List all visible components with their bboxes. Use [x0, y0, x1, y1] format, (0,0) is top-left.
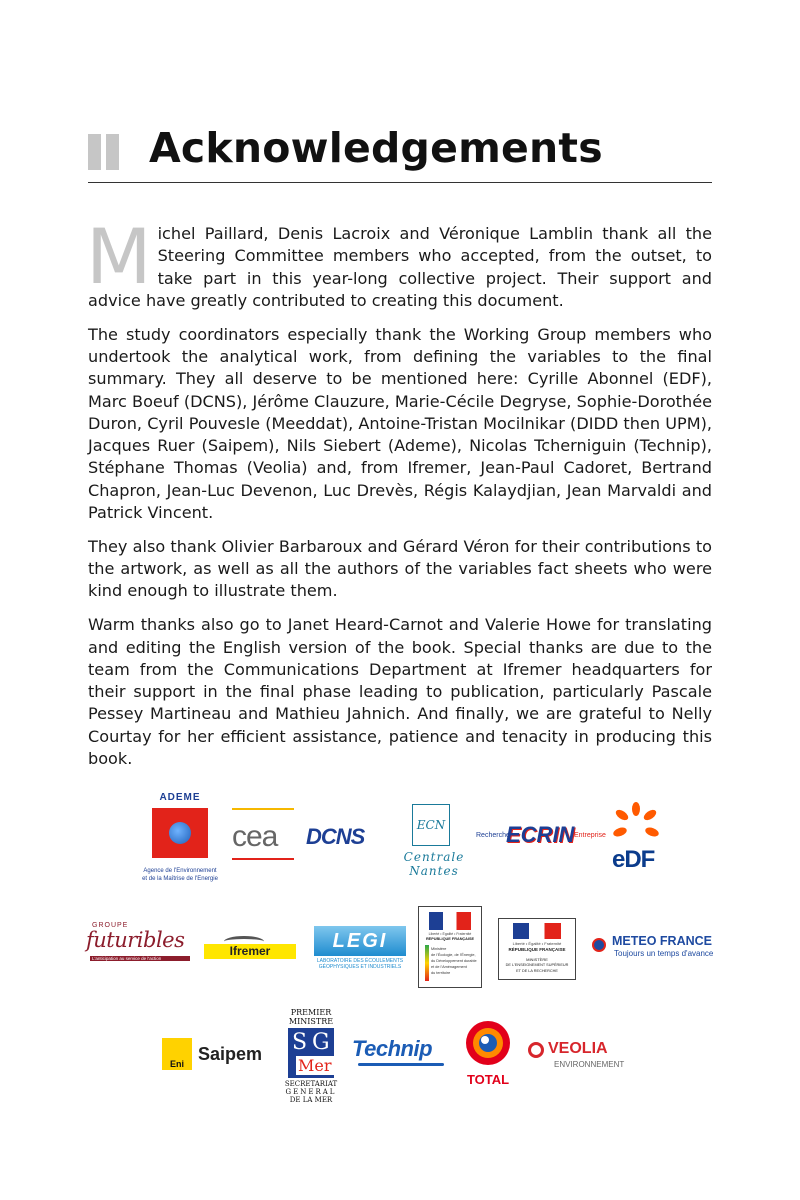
- paragraph-4: Warm thanks also go to Janet Heard-Carnot and Valerie Howe for translating and editing the English version of the book. Special thanks are due to the team from the Communications Department at Ifremer headquarters for their support in the final phase leading to publication, particularly Pascale Pessey Martineau and Mathieu Jahnich. And finally, we are grateful to Nelly Courtay for her efficient assistance, patience and tenacity in producing this book.: [88, 615, 712, 769]
- veolia-sub: ENVIRONNEMENT: [554, 1060, 625, 1069]
- cea-top-bar: [232, 808, 294, 810]
- ifremer-name: Ifremer: [204, 944, 296, 959]
- meeddat-logo: [418, 906, 482, 988]
- sgmer-top-1: PREMIER: [290, 1008, 332, 1017]
- eni-mark: [162, 1038, 192, 1070]
- technip-logo: [352, 1036, 448, 1068]
- sgmer-bottom-3: DE LA MER: [289, 1096, 333, 1104]
- centrale-mark: [412, 804, 450, 846]
- ademe-caption-1: Agence de l'Environnement: [143, 868, 217, 874]
- ecrin-left-label: Recherche: [476, 832, 510, 839]
- meeddat-line-5: du territoire: [431, 971, 451, 975]
- sgmer-g: G: [312, 1030, 330, 1055]
- futuribles-tagline: L'anticipation au service de l'action: [90, 956, 190, 961]
- sgmer-logo: [282, 1008, 340, 1108]
- centrale-line-2: Nantes: [409, 864, 459, 878]
- marianne-flag-icon: [429, 912, 471, 930]
- futuribles-top: GROUPE: [92, 922, 129, 929]
- total-logo: [460, 1018, 516, 1090]
- meeddat-line-3: du Développement durable: [431, 959, 477, 963]
- acknowledgements-body: [86, 212, 712, 782]
- legi-caption-1: LABORATOIRE DES ÉCOULEMENTS: [316, 958, 404, 964]
- dcns-logo: [306, 825, 390, 849]
- ademe-red-square: [152, 808, 208, 858]
- mesr-republic: RÉPUBLIQUE FRANÇAISE: [508, 947, 566, 952]
- cea-name: cea: [232, 820, 278, 853]
- ecrin-logo: [476, 820, 606, 854]
- meteo-france-tagline: Toujours un temps d'avance: [614, 949, 714, 958]
- meeddat-line-1: Ministère: [431, 947, 447, 951]
- meeddat-republic: RÉPUBLIQUE FRANÇAISE: [425, 937, 475, 941]
- total-sphere-icon: [463, 1018, 513, 1068]
- meteo-france-logo: [592, 934, 714, 962]
- paragraph-2: The study coordinators especially thank the Working Group members who undertook the analytical work, from defining the variables to the final summary. They all deserve to be mentioned here: Cyrille Abonnel (EDF), Marc Boeuf (DCNS), Jérôme Clauzure, Marie-Cécile Degryse, Sophie-Dorothée Duron, Cyril Pouvesle (Meeddat), Antoine-Tristan Mocilnikar (DIDD then UPM), Jacques Ruer (Saipem), Nils Siebert (Ademe), Nicolas Tcherniguin (Technip), Stéphane Thomas (Veolia) and, from Ifremer, Jean-Paul Cadoret, Bertrand Chapron, Jean-Luc Devenon, Luc Drevès, Régis Kalaydjian, Jean Marvaldi and Patrick Vincent.: [88, 324, 712, 523]
- legi-mark: [314, 926, 406, 956]
- centrale-nantes-logo: [398, 804, 470, 880]
- futuribles-name: futuribles: [86, 928, 185, 952]
- legi-caption-2: GÉOPHYSIQUES ET INDUSTRIELS: [318, 964, 402, 970]
- ademe-name: ADEME: [159, 792, 201, 803]
- futuribles-logo: [86, 922, 188, 968]
- cea-bottom-bar: [232, 858, 294, 860]
- saipem-logo: [162, 1038, 272, 1072]
- technip-name: Technip: [352, 1036, 433, 1061]
- centrale-mark-text: ECN: [416, 818, 446, 832]
- total-name: TOTAL: [466, 1072, 510, 1087]
- saipem-name: Saipem: [198, 1044, 263, 1064]
- ecrin-name: ECRIN: [506, 822, 575, 847]
- veolia-emblem-icon: [528, 1042, 544, 1058]
- section-heading: [88, 124, 712, 183]
- heading-marker: [88, 134, 124, 174]
- paragraph-1: [86, 212, 712, 312]
- mesr-line-2: DE L'ENSEIGNEMENT SUPÉRIEUR: [505, 963, 569, 967]
- globe-icon: [169, 822, 191, 844]
- ademe-logo: [130, 790, 230, 890]
- meeddat-motto: Liberté • Égalité • Fraternité: [428, 932, 472, 936]
- ademe-caption-2: et de la Maîtrise de l'Energie: [142, 876, 218, 882]
- cea-logo: [232, 808, 298, 860]
- meteo-france-name: METEO FRANCE: [612, 934, 712, 948]
- sgmer-block: [288, 1028, 334, 1078]
- mesr-line-3: ET DE LA RECHERCHE: [516, 969, 558, 973]
- drop-cap: M: [86, 212, 152, 301]
- mesr-line-1: MINISTÈRE: [526, 957, 548, 962]
- sgmer-mer: Mer: [298, 1056, 332, 1075]
- meeddat-line-4: et de l'Aménagement: [431, 965, 467, 969]
- sgmer-bottom-2: GENERAL: [285, 1088, 337, 1096]
- meeddat-color-bars: [425, 945, 429, 981]
- ifremer-logo: [204, 936, 296, 960]
- veolia-logo: [528, 1040, 640, 1074]
- legi-name: LEGI: [332, 930, 388, 952]
- veolia-name: VEOLIA: [548, 1040, 608, 1057]
- edf-name: eDF: [612, 846, 655, 873]
- paragraph-3: They also thank Olivier Barbaroux and Gérard Véron for their contributions to the artwork, as well as all the authors of the variables fact sheets who were kind enough to illustrate them.: [88, 536, 712, 601]
- sgmer-bottom-1: SECRETARIAT: [284, 1080, 338, 1088]
- marianne-flag-icon-2: [513, 923, 561, 939]
- dcns-name: DCNS: [306, 824, 365, 849]
- edf-flower-icon: [608, 802, 664, 846]
- ecrin-right-label: Entreprise: [574, 832, 606, 839]
- technip-swoosh: [358, 1063, 444, 1066]
- centrale-line-1: Centrale: [403, 850, 465, 864]
- edf-logo: [608, 802, 664, 874]
- meeddat-line-2: de l'Écologie, de l'Énergie,: [431, 953, 476, 957]
- paragraph-1-text: ichel Paillard, Denis Lacroix and Véronique Lamblin thank all the Steering Committee members who accepted, from the outset, to take part in this year-long collective project. Their support and advice have greatly contributed to creating this document.: [88, 224, 712, 310]
- legi-logo: [314, 926, 406, 972]
- sgmer-top-2: MINISTRE: [288, 1017, 334, 1026]
- mesr-logo: [498, 918, 576, 980]
- page-title: Acknowledgements: [149, 124, 603, 172]
- meteo-france-icon: [592, 938, 606, 952]
- sgmer-s: S: [292, 1030, 308, 1055]
- eni-label: Eni: [169, 1059, 184, 1069]
- mesr-motto: Liberté • Égalité • Fraternité: [512, 941, 562, 946]
